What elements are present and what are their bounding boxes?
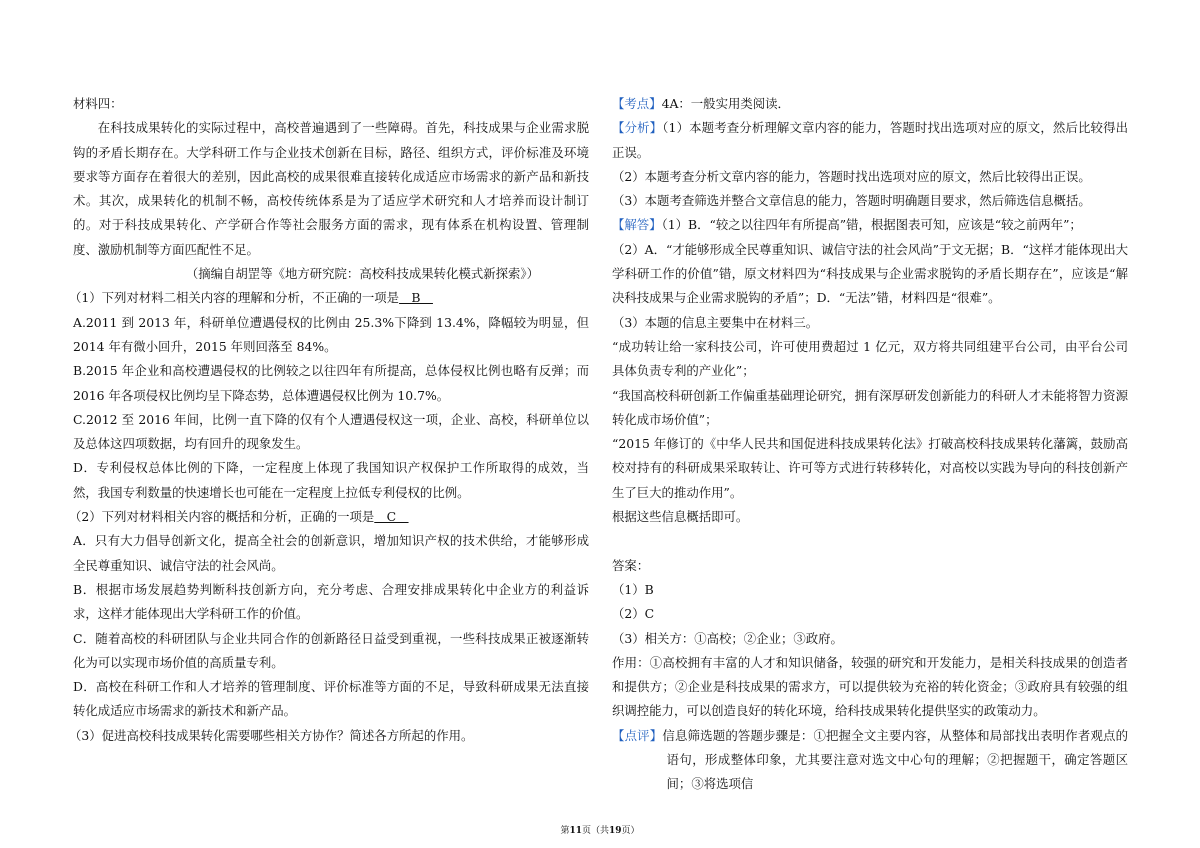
answer-2: （2）C [612, 606, 655, 622]
summary-line: 根据这些信息概括即可。 [612, 509, 749, 525]
fenxi-line-3: （3）本题考查筛选并整合文章信息的能力，答题时明确题目要求，然后筛选信息概括。 [612, 193, 1091, 209]
answer-roles: 作用：①高校拥有丰富的人才和知识储备，较强的研究和开发能力，是相关科技成果的创造者和提供方；②企业是科技成果的需求方，可以提供较为充裕的转化资金；③政府具有较强的组织调控能力，可以创造良好的转化环境，给科技成果转化提供坚实的政策动力。 [612, 654, 1128, 719]
question-1-option-c: C.2012 至 2016 年间，比例一直下降的仅有个人遭遇侵权这一项，企业、高校，科研单位以及总体这四项数据，均有回升的现象发生。 [73, 411, 589, 452]
answer-3: （3）相关方：①高校；②企业；③政府。 [612, 630, 843, 646]
current-page-number: 11 [569, 826, 582, 836]
question-2-option-d: D．高校在科研工作和人才培养的管理制度、评价标准等方面的不足，导致科研成果无法直接转化成适应市场需求的新技术和新产品。 [73, 679, 589, 719]
jieda-line-3: （3）本题的信息主要集中在材料三。 [612, 314, 819, 330]
question-2-answer: C [374, 509, 409, 525]
question-2-stem: （2）下列对材料相关内容的概括和分析，正确的一项是 C [69, 509, 409, 525]
answer-1: （1）B [612, 581, 654, 597]
total-pages-number: 19 [609, 826, 622, 836]
answer-label: 答案： [612, 557, 650, 573]
material-four-paragraph: 在科技成果转化的实际过程中，高校普遍遇到了一些障碍。首先，科技成果与企业需求脱钩的矛盾长期存在。大学科研工作与企业技术创新在目标，路径、组织方式，评价标准及环境要求等方面存在着很大的差别，因此高校的成果很难直接转化成适应市场需求的新产品和新技术。其次，成果转化的机制不畅，高校传统体系是为了适应学术研究和人才培养而设计制订的。对于科技成果转化、产学研合作等社会服务方面的需求，现有体系在机构设置、管理制度、激励机制等方面匹配性不足。 [73, 120, 589, 257]
dianping-tag: 【点评】 [612, 727, 663, 743]
fenxi-line-1: 【分析】（1）本题考查分析理解文章内容的能力，答题时找出选项对应的原文，然后比较得出正误。 [612, 120, 1129, 160]
question-3-stem: （3）促进高校科技成果转化需要哪些相关方协作？简述各方所起的作用。 [69, 727, 474, 743]
left-column [69, 92, 589, 748]
quote-2: “我国高校科研创新工作偏重基础理论研究，拥有深厚研发创新能力的科研人才未能将智力资源转化成市场价值”； [612, 387, 1128, 427]
quote-3: “2015 年修订的《中华人民共和国促进科技成果转化法》打破高校科技成果转化藩篱，鼓励高校对持有的科研成果采取转让、许可等方式进行转移转化，对高校以实践为导向的科技创新产生了巨大的推动作用”。 [612, 436, 1128, 500]
quote-1: “成功转让给一家科技公司，许可使用费超过 1 亿元，双方将共同组建平台公司，由平台公司具体负责专利的产业化”； [612, 338, 1128, 379]
question-1-option-a: A.2011 到 2013 年，科研单位遭遇侵权的比例由 25.3%下降到 13.4%，降幅较为明显，但 2014 年有微小回升，2015 年则回落至 84%。 [73, 314, 589, 354]
question-1-option-b: B.2015 年企业和高校遭遇侵权的比例较之以往四年有所提高，总体侵权比例也略有反弹；而 2016 年各项侵权比例均呈下降态势，总体遭遇侵权比例为 10.7%。 [73, 363, 589, 403]
jieda-tag: 【解答】 [612, 217, 662, 233]
question-2-option-a: A．只有大力倡导创新文化，提高全社会的创新意识，增加知识产权的技术供给，才能够形成全民尊重知识、诚信守法的社会风尚。 [73, 533, 589, 573]
jieda-line-2: （2）A．“才能够形成全民尊重知识、诚信守法的社会风尚”于文无据；B．“这样才能体现出大学科研工作的价值”错，原文材料四为“科技成果与企业需求脱钩的矛盾长期存在”，应该是“解决科技成果与企业需求脱钩的矛盾”；D．“无法”错，材料四是“很难”。 [612, 241, 1128, 306]
question-1-stem: （1）下列对材料二相关内容的理解和分析，不正确的一项是 B [69, 290, 433, 306]
page-footer: 第11页（共19页） [560, 826, 640, 836]
question-1-option-d: D．专利侵权总体比例的下降，一定程度上体现了我国知识产权保护工作所取得的成效，当然，我国专利数量的快速增长也可能在一定程度上拉低专利侵权的比例。 [73, 460, 589, 500]
material-source: （摘编自胡罡等《地方研究院：高校科技成果转化模式新探索》） [185, 266, 539, 282]
kaodian-line: 【考点】4A：一般实用类阅读． [612, 96, 790, 111]
right-column [612, 92, 1128, 797]
fenxi-tag: 【分析】 [612, 120, 663, 136]
spacer [612, 529, 1128, 553]
dianping-line: 【点评】信息筛选题的答题步骤是：①把握全文主要内容，从整体和局部找出表明作者观点的语句，形成整体印象，尤其要注意对选文中心句的理解；②把握题干，确定答题区间；③将选项信 [612, 727, 1129, 792]
fenxi-line-2: （2）本题考查分析文章内容的能力，答题时找出选项对应的原文，然后比较得出正误。 [612, 168, 1091, 184]
kaodian-tag: 【考点】 [612, 96, 662, 111]
jieda-line-1: 【解答】（1）B．“较之以往四年有所提高”错，根据图表可知，应该是“较之前两年”； [612, 217, 1082, 233]
material-four-label: 材料四： [73, 96, 123, 111]
question-1-answer: B [399, 290, 433, 306]
question-2-option-b: B．根据市场发展趋势判断科技创新方向，充分考虑、合理安排成果转化中企业方的利益诉求，这样才能体现出大学科研工作的价值。 [73, 581, 589, 622]
question-2-option-c: C．随着高校的科研团队与企业共同合作的创新路径日益受到重视，一些科技成果正被逐渐转化为可以实现市场价值的高质量专利。 [73, 630, 589, 670]
